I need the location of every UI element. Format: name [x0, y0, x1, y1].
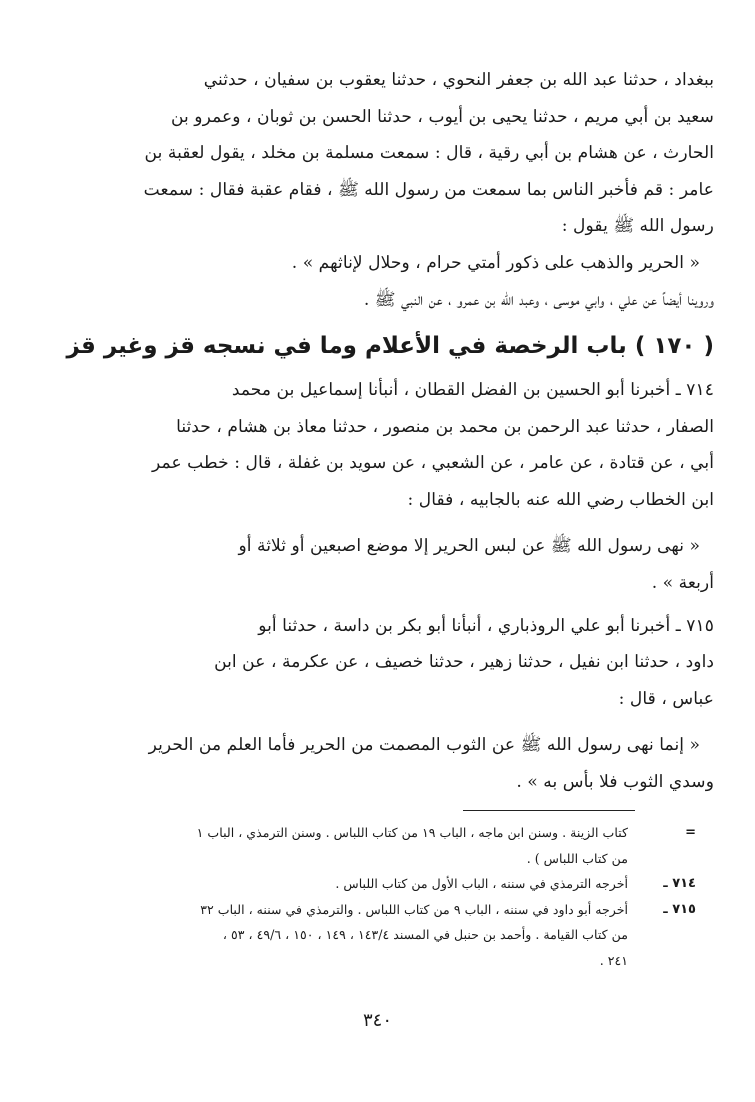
text-line: سعيد بن أبي مريم ، حدثنا يحيى بن أيوب ، حدثنا الحسن بن ثوبان ، وعمرو بن: [170, 106, 714, 127]
footnotes: [68, 820, 696, 973]
hadith-714-line: أبي ، عن قتادة ، عن عامر ، عن الشعبي ، عن سويد بن غفلة ، قال : خطب عمر: [152, 453, 714, 474]
hadith-714-line: ٧١٤ ـ أخبرنا أبو الحسين بن الفضل القطان ، أنبأنا إسماعيل بن محمد: [231, 380, 714, 400]
hadith-715-line: ٧١٥ ـ أخبرنا أبو علي الروذباري ، أنبأنا أبو بكر بن داسة ، حدثنا أبو: [258, 615, 714, 636]
text-line: رسول الله ﷺ يقول :: [561, 216, 714, 237]
footnote-mark: ٧١٤ ـ: [663, 876, 696, 891]
hadith-section: [62, 372, 714, 801]
footnote-line: كتاب الزينة . وسنن ابن ماجه ، الباب ١٩ من كتاب اللباس . وسنن الترمذي ، الباب ١: [196, 825, 628, 840]
hadith-715-quote: « إنما نهى رسول الله ﷺ عن الثوب المصمت من الحرير فأما العلم من الحرير: [148, 735, 700, 756]
footnote-line: من كتاب القيامة . وأحمد بن حنبل في المسند ١٤٣/٤ ، ١٤٩ ، ١٥٠ ، ٤٩/٦ ، ٥٣ ،: [222, 927, 628, 942]
text-line: عامر : قم فأخبر الناس بما سمعت من رسول الله ﷺ ، فقام عقبة فقال : سمعت: [143, 179, 714, 200]
footnote-line: أخرجه الترمذي في سننه ، الباب الأول من كتاب اللباس .: [335, 876, 628, 891]
hadith-quote: « الحرير والذهب على ذكور أمتي حرام ، وحلال لإناثهم » .: [291, 252, 700, 273]
footnote-mark: ٧١٥ ـ: [663, 901, 696, 917]
footnote: [68, 820, 696, 871]
top-text-block: [62, 62, 714, 318]
hadith-715-line: عباس ، قال :: [618, 688, 714, 709]
hadith-714-quote: أربعة » .: [651, 572, 714, 593]
footnote: [68, 897, 696, 974]
hadith-715-quote: وسدي الثوب فلا بأس به » .: [516, 771, 714, 792]
footnote-line: ٢٤١ .: [599, 952, 628, 968]
chapter-title: باب الرخصة في الأعلام وما في نسجه قز وغير قز: [66, 333, 627, 359]
chapter-heading: [62, 328, 714, 364]
hadith-715-line: داود ، حدثنا ابن نفيل ، حدثنا زهير ، حدثنا خصيف ، عن عكرمة ، عن ابن: [214, 652, 714, 673]
text-line: ببغداد ، حدثنا عبد الله بن جعفر النحوي ، حدثنا يعقوب بن سفيان ، حدثني: [203, 70, 714, 90]
footnote-mark: =: [685, 825, 696, 840]
text-line: وروينا أيضاً عن علي ، وابي موسى ، وعبد الله بن عمرو ، عن النبي ﷺ .: [363, 289, 714, 310]
footnote-divider: [463, 810, 635, 811]
footnote-line: أخرجه أبو داود في سننه ، الباب ٩ من كتاب اللباس . والترمذي في سننه ، الباب ٣٢: [200, 901, 628, 917]
footnote-line: من كتاب اللباس ) .: [526, 850, 628, 866]
hadith-714-line: الصفار ، حدثنا عبد الرحمن بن محمد بن منصور ، حدثنا معاذ بن هشام ، حدثنا: [176, 416, 714, 437]
page-number: ٣٤٠: [362, 1010, 392, 1031]
chapter-number: ( ١٧٠ ): [634, 333, 714, 359]
footnote: [68, 871, 696, 897]
hadith-714-quote: « نهى رسول الله ﷺ عن لبس الحرير إلا موضع اصبعين أو ثلاثة أو: [238, 536, 700, 557]
text-line: الحارث ، عن هشام بن أبي رقية ، قال : سمعت مسلمة بن مخلد ، يقول لعقبة بن: [144, 143, 714, 164]
hadith-714-line: ابن الخطاب رضي الله عنه بالجابيه ، فقال :: [407, 489, 714, 510]
